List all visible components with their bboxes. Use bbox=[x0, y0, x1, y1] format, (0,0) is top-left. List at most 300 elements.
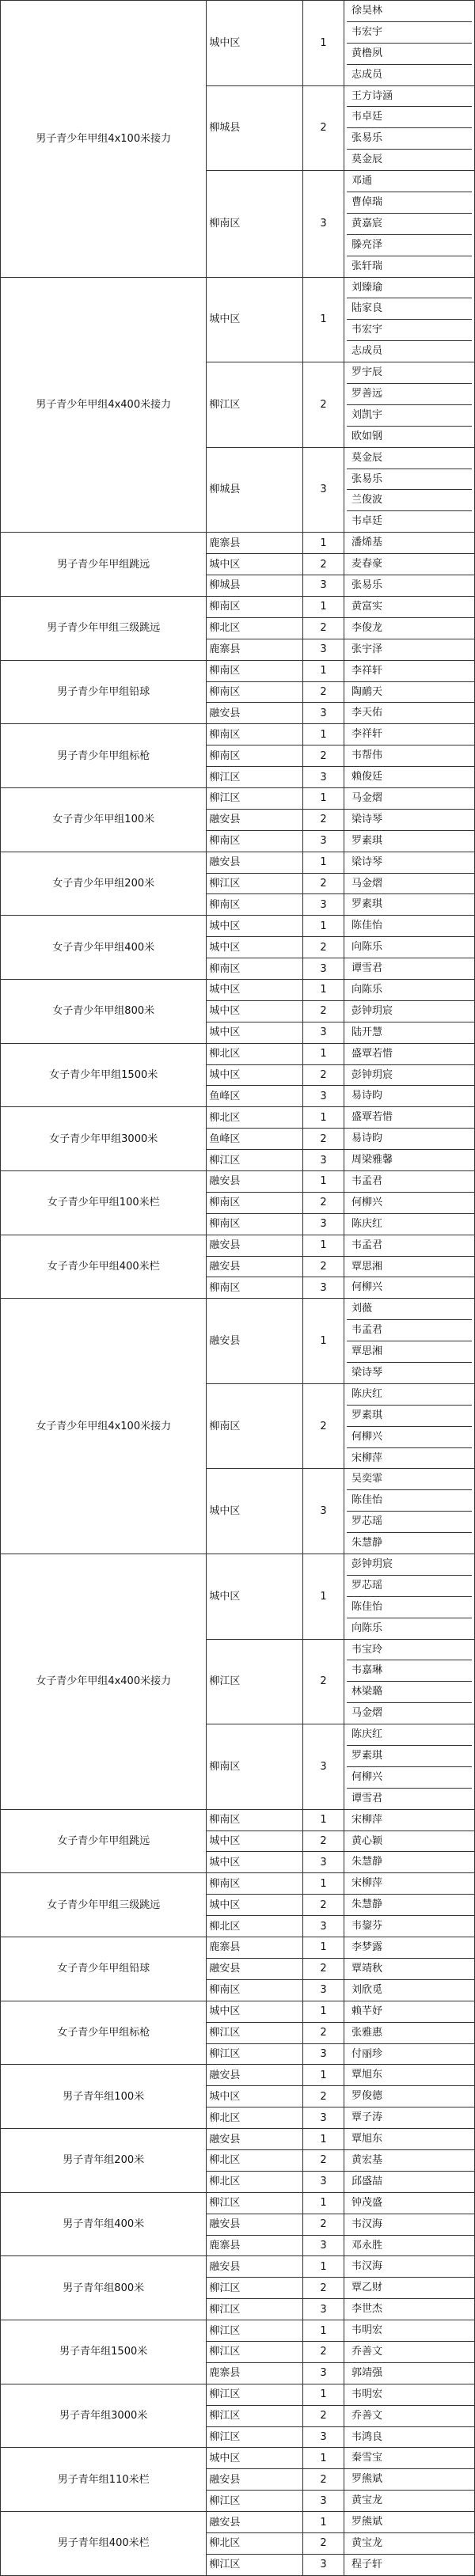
athlete-name: 韦鸿良 bbox=[352, 2430, 383, 2443]
event-name: 女子青少年甲组100米 bbox=[1, 787, 207, 852]
area-name: 融安县 bbox=[207, 703, 303, 724]
rank-number: 1 bbox=[302, 2512, 344, 2533]
event-name: 女子青少年甲组铅球 bbox=[1, 1937, 207, 2001]
area-name: 城中区 bbox=[207, 2448, 303, 2469]
athlete-names bbox=[344, 1022, 475, 1043]
rank-number: 3 bbox=[302, 1469, 344, 1554]
athlete-names bbox=[344, 2086, 475, 2107]
rank-number: 3 bbox=[302, 703, 344, 724]
athlete-names bbox=[344, 1086, 475, 1107]
area-name: 柳北区 bbox=[207, 1916, 303, 1937]
event-name: 女子青少年甲组800米 bbox=[1, 979, 207, 1043]
athlete-name: 麦春豪 bbox=[352, 558, 383, 571]
result-row bbox=[1, 724, 475, 745]
rank-number: 1 bbox=[302, 979, 344, 1000]
area-name: 融安县 bbox=[207, 1235, 303, 1256]
athlete-names bbox=[344, 937, 475, 958]
athlete-name: 朱慧静 bbox=[352, 1856, 383, 1868]
area-name: 城中区 bbox=[207, 1831, 303, 1852]
athlete-names bbox=[344, 958, 475, 980]
area-name: 柳江区 bbox=[207, 2320, 303, 2342]
athlete-name: 梁诗琴 bbox=[352, 813, 383, 825]
area-name: 柳南区 bbox=[207, 596, 303, 617]
area-name: 融安县 bbox=[207, 2512, 303, 2533]
rank-number: 1 bbox=[302, 660, 344, 681]
area-name: 柳江区 bbox=[207, 2022, 303, 2043]
area-name: 融安县 bbox=[207, 1958, 303, 1979]
athlete-names bbox=[344, 1873, 475, 1895]
area-name: 鱼峰区 bbox=[207, 1086, 303, 1107]
athlete-name: 向陈乐 bbox=[352, 1622, 383, 1634]
rank-number: 2 bbox=[302, 2086, 344, 2107]
result-row bbox=[1, 2001, 475, 2022]
area-name: 柳江区 bbox=[207, 2554, 303, 2575]
athlete-name: 罗熊斌 bbox=[352, 2516, 383, 2529]
rank-number: 1 bbox=[302, 277, 344, 362]
athlete-name: 吴奕霏 bbox=[347, 1469, 472, 1490]
athlete-name: 覃思湘 bbox=[352, 1260, 383, 1273]
rank-number: 1 bbox=[302, 2192, 344, 2214]
rank-number: 1 bbox=[302, 2129, 344, 2150]
rank-number: 2 bbox=[302, 2532, 344, 2554]
result-row bbox=[1, 2320, 475, 2342]
area-name: 柳江区 bbox=[207, 2491, 303, 2512]
athlete-name: 彭钟玥宸 bbox=[347, 1554, 472, 1576]
athlete-name: 韦明宏 bbox=[352, 2388, 383, 2400]
rank-number: 2 bbox=[302, 1000, 344, 1022]
athlete-name: 彭钟玥宸 bbox=[352, 1004, 393, 1017]
athlete-name: 陈庆红 bbox=[347, 1724, 472, 1746]
rank-number: 2 bbox=[302, 85, 344, 171]
athlete-name: 乔善文 bbox=[352, 2409, 383, 2422]
athlete-names bbox=[344, 660, 475, 681]
athlete-names bbox=[344, 852, 475, 873]
area-name: 城中区 bbox=[207, 1852, 303, 1873]
area-name: 城中区 bbox=[207, 2001, 303, 2022]
athlete-names bbox=[344, 2512, 475, 2533]
event-name: 男子青少年甲组跳远 bbox=[1, 533, 207, 597]
athlete-names bbox=[344, 362, 475, 448]
area-name: 柳南区 bbox=[207, 171, 303, 277]
rank-number: 2 bbox=[302, 2405, 344, 2426]
rank-number: 3 bbox=[302, 1086, 344, 1107]
rank-number: 2 bbox=[302, 681, 344, 703]
athlete-names bbox=[344, 2043, 475, 2065]
area-name: 柳南区 bbox=[207, 830, 303, 852]
athlete-name: 韦鋆芬 bbox=[352, 1920, 383, 1933]
athlete-name: 宋柳萍 bbox=[352, 1877, 383, 1890]
athlete-names bbox=[344, 1852, 475, 1873]
athlete-name: 陆家良 bbox=[347, 298, 472, 320]
result-row bbox=[1, 1043, 475, 1064]
area-name: 城中区 bbox=[207, 1064, 303, 1086]
athlete-name: 向陈乐 bbox=[352, 941, 383, 954]
athlete-names bbox=[344, 2107, 475, 2129]
athlete-names bbox=[344, 2129, 475, 2150]
athlete-name: 韦宏宇 bbox=[347, 22, 472, 44]
athlete-names bbox=[344, 1831, 475, 1852]
rank-number: 3 bbox=[302, 1213, 344, 1235]
rank-number: 3 bbox=[302, 1022, 344, 1043]
rank-number: 2 bbox=[302, 2214, 344, 2235]
result-row bbox=[1, 1554, 475, 1640]
event-name: 男子青年组1500米 bbox=[1, 2320, 207, 2384]
athlete-names bbox=[344, 2235, 475, 2256]
area-name: 柳南区 bbox=[207, 1873, 303, 1895]
rank-number: 3 bbox=[302, 2043, 344, 2065]
athlete-name: 陈佳怡 bbox=[352, 920, 383, 932]
athlete-name: 徐昊林 bbox=[347, 1, 472, 22]
area-name: 柳南区 bbox=[207, 1979, 303, 2001]
rank-number: 2 bbox=[302, 2022, 344, 2043]
athlete-names bbox=[344, 2554, 475, 2575]
result-row bbox=[1, 660, 475, 681]
rank-number: 3 bbox=[302, 830, 344, 852]
athlete-name: 钟茂盛 bbox=[352, 2196, 383, 2209]
athlete-name: 覃旭东 bbox=[352, 2133, 383, 2145]
athlete-names bbox=[344, 1150, 475, 1171]
area-name: 柳北区 bbox=[207, 2171, 303, 2192]
athlete-names bbox=[344, 2192, 475, 2214]
rank-number: 2 bbox=[302, 809, 344, 830]
athlete-name: 李天佑 bbox=[352, 707, 383, 719]
rank-number: 2 bbox=[302, 1192, 344, 1213]
result-row bbox=[1, 2256, 475, 2278]
area-name: 城中区 bbox=[207, 937, 303, 958]
area-name: 鹿寨县 bbox=[207, 639, 303, 660]
athlete-names bbox=[344, 2469, 475, 2491]
athlete-name: 谭雪君 bbox=[352, 1792, 383, 1804]
athlete-name: 张宇泽 bbox=[352, 643, 383, 655]
area-name: 鹿寨县 bbox=[207, 2362, 303, 2384]
area-name: 柳南区 bbox=[207, 894, 303, 916]
athlete-name: 莫金辰 bbox=[347, 448, 472, 469]
athlete-name: 彭钟玥宸 bbox=[352, 1068, 393, 1081]
athlete-name: 韦卓廷 bbox=[352, 515, 383, 528]
result-row bbox=[1, 2192, 475, 2214]
rank-number: 2 bbox=[302, 2149, 344, 2171]
athlete-name: 宋柳萍 bbox=[352, 1451, 383, 1464]
area-name: 柳北区 bbox=[207, 2532, 303, 2554]
athlete-names bbox=[344, 1277, 475, 1299]
area-name: 柳南区 bbox=[207, 1277, 303, 1299]
area-name: 融安县 bbox=[207, 2214, 303, 2235]
athlete-name: 邱盛喆 bbox=[352, 2175, 383, 2187]
event-name: 男子青年组3000米 bbox=[1, 2384, 207, 2448]
rank-number: 1 bbox=[302, 2384, 344, 2405]
area-name: 融安县 bbox=[207, 2256, 303, 2278]
result-row bbox=[1, 533, 475, 554]
athlete-name: 马金熠 bbox=[352, 791, 383, 804]
athlete-names bbox=[344, 2320, 475, 2342]
athlete-name: 韦宝玲 bbox=[347, 1640, 472, 1661]
event-name: 女子青少年甲组100米栏 bbox=[1, 1170, 207, 1235]
event-name: 女子青少年甲组1500米 bbox=[1, 1043, 207, 1107]
athlete-names bbox=[344, 85, 475, 171]
athlete-names bbox=[344, 171, 475, 277]
athlete-name: 罗素琪 bbox=[352, 834, 383, 847]
athlete-name: 志成员 bbox=[352, 345, 383, 358]
athlete-names bbox=[344, 830, 475, 852]
rank-number: 3 bbox=[302, 2554, 344, 2575]
result-row bbox=[1, 277, 475, 362]
area-name: 柳南区 bbox=[207, 681, 303, 703]
area-name: 柳江区 bbox=[207, 1639, 303, 1724]
area-name: 柳城县 bbox=[207, 85, 303, 171]
athlete-name: 何柳兴 bbox=[352, 1196, 383, 1208]
athlete-names bbox=[344, 1639, 475, 1724]
athlete-name: 朱慧静 bbox=[352, 1537, 383, 1550]
rank-number: 3 bbox=[302, 1150, 344, 1171]
rank-number: 1 bbox=[302, 2001, 344, 2022]
event-name: 女子青少年甲组4x100米接力 bbox=[1, 1299, 207, 1554]
area-name: 柳北区 bbox=[207, 2149, 303, 2171]
athlete-name: 秦雪宝 bbox=[352, 2452, 383, 2464]
rank-number: 1 bbox=[302, 724, 344, 745]
rank-number: 1 bbox=[302, 533, 344, 554]
athlete-names bbox=[344, 1129, 475, 1150]
athlete-name: 林梁璐 bbox=[347, 1682, 472, 1703]
event-name: 男子青少年甲组铅球 bbox=[1, 660, 207, 724]
athlete-names bbox=[344, 639, 475, 660]
rank-number: 1 bbox=[302, 1873, 344, 1895]
athlete-names bbox=[344, 1064, 475, 1086]
rank-number: 3 bbox=[302, 894, 344, 916]
rank-number: 3 bbox=[302, 1724, 344, 1810]
athlete-name: 谭雪君 bbox=[352, 962, 383, 975]
athlete-name: 覃靖秋 bbox=[352, 1962, 383, 1975]
event-name: 女子青少年甲组三级跳远 bbox=[1, 1873, 207, 1937]
result-row bbox=[1, 1235, 475, 1256]
area-name: 融安县 bbox=[207, 852, 303, 873]
rank-number: 3 bbox=[302, 1277, 344, 1299]
athlete-names bbox=[344, 2362, 475, 2384]
area-name: 鹿寨县 bbox=[207, 533, 303, 554]
athlete-name: 李祥轩 bbox=[352, 728, 383, 741]
athlete-name: 马金熠 bbox=[352, 1707, 383, 1720]
rank-number: 1 bbox=[302, 1, 344, 86]
area-name: 柳南区 bbox=[207, 745, 303, 767]
event-name: 女子青少年甲组标枪 bbox=[1, 2001, 207, 2065]
rank-number: 3 bbox=[302, 447, 344, 533]
rank-number: 2 bbox=[302, 1639, 344, 1724]
athlete-names bbox=[344, 681, 475, 703]
athlete-name: 向陈乐 bbox=[352, 983, 383, 996]
area-name: 柳南区 bbox=[207, 724, 303, 745]
event-name: 男子青年组100米 bbox=[1, 2065, 207, 2129]
rank-number: 1 bbox=[302, 596, 344, 617]
athlete-names bbox=[344, 745, 475, 767]
area-name: 柳江区 bbox=[207, 2192, 303, 2214]
result-row bbox=[1, 2129, 475, 2150]
athlete-names bbox=[344, 2491, 475, 2512]
athlete-name: 罗善远 bbox=[347, 384, 472, 405]
event-name: 女子青少年甲组3000米 bbox=[1, 1107, 207, 1171]
athlete-name: 付丽珍 bbox=[352, 2047, 383, 2060]
athlete-names bbox=[344, 979, 475, 1000]
athlete-names bbox=[344, 1979, 475, 2001]
athlete-names bbox=[344, 2299, 475, 2320]
athlete-names bbox=[344, 1213, 475, 1235]
athlete-name: 志成员 bbox=[352, 68, 383, 81]
result-row bbox=[1, 596, 475, 617]
athlete-names bbox=[344, 703, 475, 724]
athlete-name: 梁诗琴 bbox=[352, 856, 383, 868]
result-row bbox=[1, 2448, 475, 2469]
athlete-name: 张雅惠 bbox=[352, 2026, 383, 2039]
athlete-name: 宋柳萍 bbox=[352, 1813, 383, 1826]
area-name: 鱼峰区 bbox=[207, 1129, 303, 1150]
athlete-name: 罗熊斌 bbox=[352, 2473, 383, 2486]
athlete-name: 陈庆红 bbox=[352, 1217, 383, 1230]
rank-number: 2 bbox=[302, 554, 344, 575]
rank-number: 1 bbox=[302, 1809, 344, 1831]
rank-number: 3 bbox=[302, 2171, 344, 2192]
athlete-name: 周梁雅馨 bbox=[352, 1154, 393, 1167]
result-row bbox=[1, 1, 475, 86]
area-name: 柳江区 bbox=[207, 2043, 303, 2065]
area-name: 柳南区 bbox=[207, 1724, 303, 1810]
athlete-names bbox=[344, 1724, 475, 1810]
rank-number: 1 bbox=[302, 1107, 344, 1129]
athlete-names bbox=[344, 277, 475, 362]
result-row bbox=[1, 787, 475, 809]
athlete-name: 覃旭东 bbox=[352, 2069, 383, 2081]
area-name: 城中区 bbox=[207, 1022, 303, 1043]
event-name: 男子青少年甲组4x100米接力 bbox=[1, 1, 207, 278]
athlete-names bbox=[344, 1192, 475, 1213]
athlete-name: 覃思湘 bbox=[347, 1341, 472, 1363]
event-name: 男子青年组400米 bbox=[1, 2192, 207, 2256]
rank-number: 1 bbox=[302, 2448, 344, 2469]
area-name: 城中区 bbox=[207, 1, 303, 86]
area-name: 柳江区 bbox=[207, 2278, 303, 2299]
rank-number: 1 bbox=[302, 2065, 344, 2086]
rank-number: 1 bbox=[302, 1937, 344, 1959]
athlete-name: 韦孟君 bbox=[347, 1320, 472, 1341]
area-name: 城中区 bbox=[207, 1895, 303, 1916]
athlete-name: 陶鸸天 bbox=[352, 685, 383, 698]
athlete-name: 罗素琪 bbox=[347, 1746, 472, 1767]
rank-number: 2 bbox=[302, 745, 344, 767]
area-name: 融安县 bbox=[207, 1299, 303, 1384]
athlete-names bbox=[344, 1043, 475, 1064]
athlete-name: 兰俊波 bbox=[347, 490, 472, 511]
athlete-name: 王方诗涵 bbox=[347, 86, 472, 108]
rank-number: 2 bbox=[302, 2278, 344, 2299]
rank-number: 3 bbox=[302, 2426, 344, 2448]
athlete-name: 韦汉海 bbox=[352, 2260, 383, 2273]
area-name: 柳江区 bbox=[207, 2299, 303, 2320]
athlete-name: 盛覃若惜 bbox=[352, 1111, 393, 1124]
athlete-name: 韦宏宇 bbox=[347, 320, 472, 341]
athlete-names bbox=[344, 1170, 475, 1192]
event-name: 女子青少年甲组200米 bbox=[1, 852, 207, 916]
event-name: 男子青年组400米栏 bbox=[1, 2512, 207, 2576]
athlete-name: 黄橹夙 bbox=[347, 44, 472, 65]
rank-number: 1 bbox=[302, 1299, 344, 1384]
rank-number: 2 bbox=[302, 1129, 344, 1150]
athlete-name: 覃子涛 bbox=[352, 2111, 383, 2124]
event-name: 男子青少年甲组4x400米接力 bbox=[1, 277, 207, 533]
athlete-names bbox=[344, 1235, 475, 1256]
area-name: 城中区 bbox=[207, 1554, 303, 1640]
athlete-names bbox=[344, 2426, 475, 2448]
athlete-name: 曹倬瑞 bbox=[347, 192, 472, 214]
athlete-names bbox=[344, 1469, 475, 1554]
athlete-names bbox=[344, 1554, 475, 1640]
area-name: 融安县 bbox=[207, 2129, 303, 2150]
athlete-names bbox=[344, 2171, 475, 2192]
area-name: 柳江区 bbox=[207, 767, 303, 788]
athlete-name: 韦汉海 bbox=[352, 2217, 383, 2230]
result-row bbox=[1, 1873, 475, 1895]
rank-number: 1 bbox=[302, 1170, 344, 1192]
athlete-name: 罗宇辰 bbox=[347, 362, 472, 384]
athlete-name: 张易乐 bbox=[352, 579, 383, 592]
area-name: 柳北区 bbox=[207, 1107, 303, 1129]
rank-number: 1 bbox=[302, 916, 344, 937]
rank-number: 3 bbox=[302, 2362, 344, 2384]
area-name: 城中区 bbox=[207, 277, 303, 362]
athlete-name: 何柳兴 bbox=[352, 1281, 383, 1294]
result-row bbox=[1, 1107, 475, 1129]
area-name: 柳江区 bbox=[207, 2405, 303, 2426]
rank-number: 3 bbox=[302, 1979, 344, 2001]
athlete-name: 覃乙财 bbox=[352, 2282, 383, 2294]
rank-number: 3 bbox=[302, 2491, 344, 2512]
athlete-names bbox=[344, 447, 475, 533]
athlete-name: 张易乐 bbox=[347, 469, 472, 491]
area-name: 柳南区 bbox=[207, 660, 303, 681]
athlete-names bbox=[344, 1383, 475, 1469]
result-row bbox=[1, 916, 475, 937]
rank-number: 1 bbox=[302, 787, 344, 809]
rank-number: 3 bbox=[302, 639, 344, 660]
results-body bbox=[1, 1, 475, 2576]
athlete-names bbox=[344, 767, 475, 788]
result-row bbox=[1, 1937, 475, 1959]
result-row bbox=[1, 852, 475, 873]
athlete-name: 陆开慧 bbox=[352, 1026, 383, 1038]
athlete-name: 赖芊妤 bbox=[352, 2005, 383, 2017]
athlete-names bbox=[344, 2384, 475, 2405]
athlete-names bbox=[344, 809, 475, 830]
athlete-name: 罗芯瑶 bbox=[347, 1512, 472, 1533]
athlete-name: 滕亮泽 bbox=[347, 235, 472, 256]
athlete-names bbox=[344, 1000, 475, 1022]
rank-number: 1 bbox=[302, 2320, 344, 2342]
athlete-name: 张易乐 bbox=[347, 128, 472, 150]
athlete-name: 黄嘉宸 bbox=[347, 214, 472, 235]
athlete-names bbox=[344, 2532, 475, 2554]
athlete-names bbox=[344, 1256, 475, 1277]
area-name: 融安县 bbox=[207, 2065, 303, 2086]
athlete-names bbox=[344, 2214, 475, 2235]
athlete-name: 韦孟君 bbox=[352, 1174, 383, 1187]
rank-number: 2 bbox=[302, 362, 344, 448]
area-name: 柳江区 bbox=[207, 1150, 303, 1171]
athlete-names bbox=[344, 1937, 475, 1959]
athlete-name: 黄宝龙 bbox=[352, 2494, 383, 2507]
athlete-name: 郭靖强 bbox=[352, 2366, 383, 2379]
athlete-names bbox=[344, 617, 475, 639]
athlete-name: 潘烯基 bbox=[352, 537, 383, 549]
area-name: 柳江区 bbox=[207, 873, 303, 894]
area-name: 柳北区 bbox=[207, 2107, 303, 2129]
athlete-name: 黄宏基 bbox=[352, 2153, 383, 2166]
rank-number: 3 bbox=[302, 767, 344, 788]
